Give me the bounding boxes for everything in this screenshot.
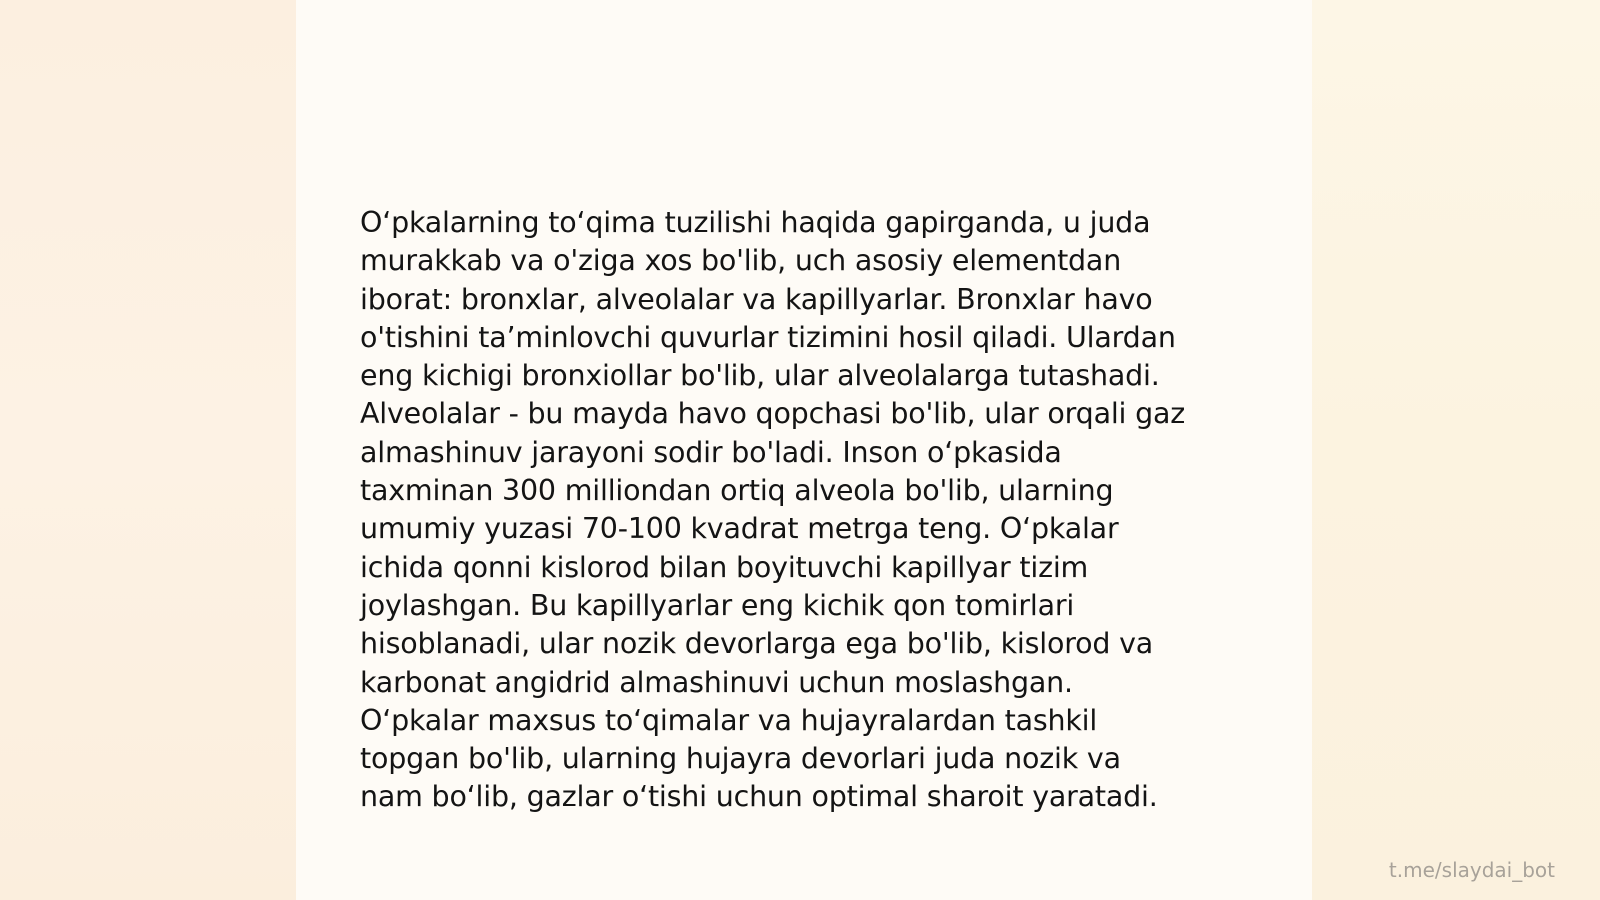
body-text-line: taxminan 300 milliondan ortiq alveola bo'lib, ularning (360, 474, 1114, 508)
background-left (0, 0, 296, 900)
body-text-line: iborat: bronxlar, alveolalar va kapillyarlar. Bronxlar havo (360, 282, 1153, 316)
background-right (1312, 0, 1600, 900)
body-text-line: O‘pkalarning to‘qima tuzilishi haqida gapirganda, u juda (360, 206, 1151, 239)
body-text-line: murakkab va o'ziga xos bo'lib, uch asosiy elementdan (360, 244, 1122, 278)
body-text-line: Alveolalar - bu mayda havo qopchasi bo'lib, ular orqali gaz (360, 397, 1186, 431)
body-text-line: almashinuv jarayoni sodir bo'ladi. Inson o‘pkasida (360, 435, 1062, 469)
body-text-line: karbonat angidrid almashinuvi uchun moslashgan. (360, 665, 1073, 699)
body-text-line: umumiy yuzasi 70-100 kvadrat metrga teng. O‘pkalar (360, 512, 1119, 546)
body-text-line: ichida qonni kislorod bilan boyituvchi kapillyar tizim (360, 550, 1089, 584)
body-text-line: joylashgan. Bu kapillyarlar eng kichik qon tomirlari (360, 588, 1075, 622)
body-text-line: nam bo‘lib, gazlar o‘tishi uchun optimal sharoit yaratadi. (360, 780, 1158, 814)
body-text-line: topgan bo'lib, ularning hujayra devorlari juda nozik va (360, 742, 1121, 776)
body-text-line: eng kichigi bronxiollar bo'lib, ular alveolalarga tutashadi. (360, 359, 1160, 393)
body-text-line: hisoblanadi, ular nozik devorlarga ega bo'lib, kislorod va (360, 627, 1154, 661)
slide-body-text (360, 204, 1240, 817)
watermark-link: t.me/slaydai_bot (1388, 858, 1555, 882)
body-text-line: o'tishini ta’minlovchi quvurlar tizimini hosil qiladi. Ulardan (360, 320, 1176, 354)
body-text-line: O‘pkalar maxsus to‘qimalar va hujayralardan tashkil (360, 703, 1098, 737)
